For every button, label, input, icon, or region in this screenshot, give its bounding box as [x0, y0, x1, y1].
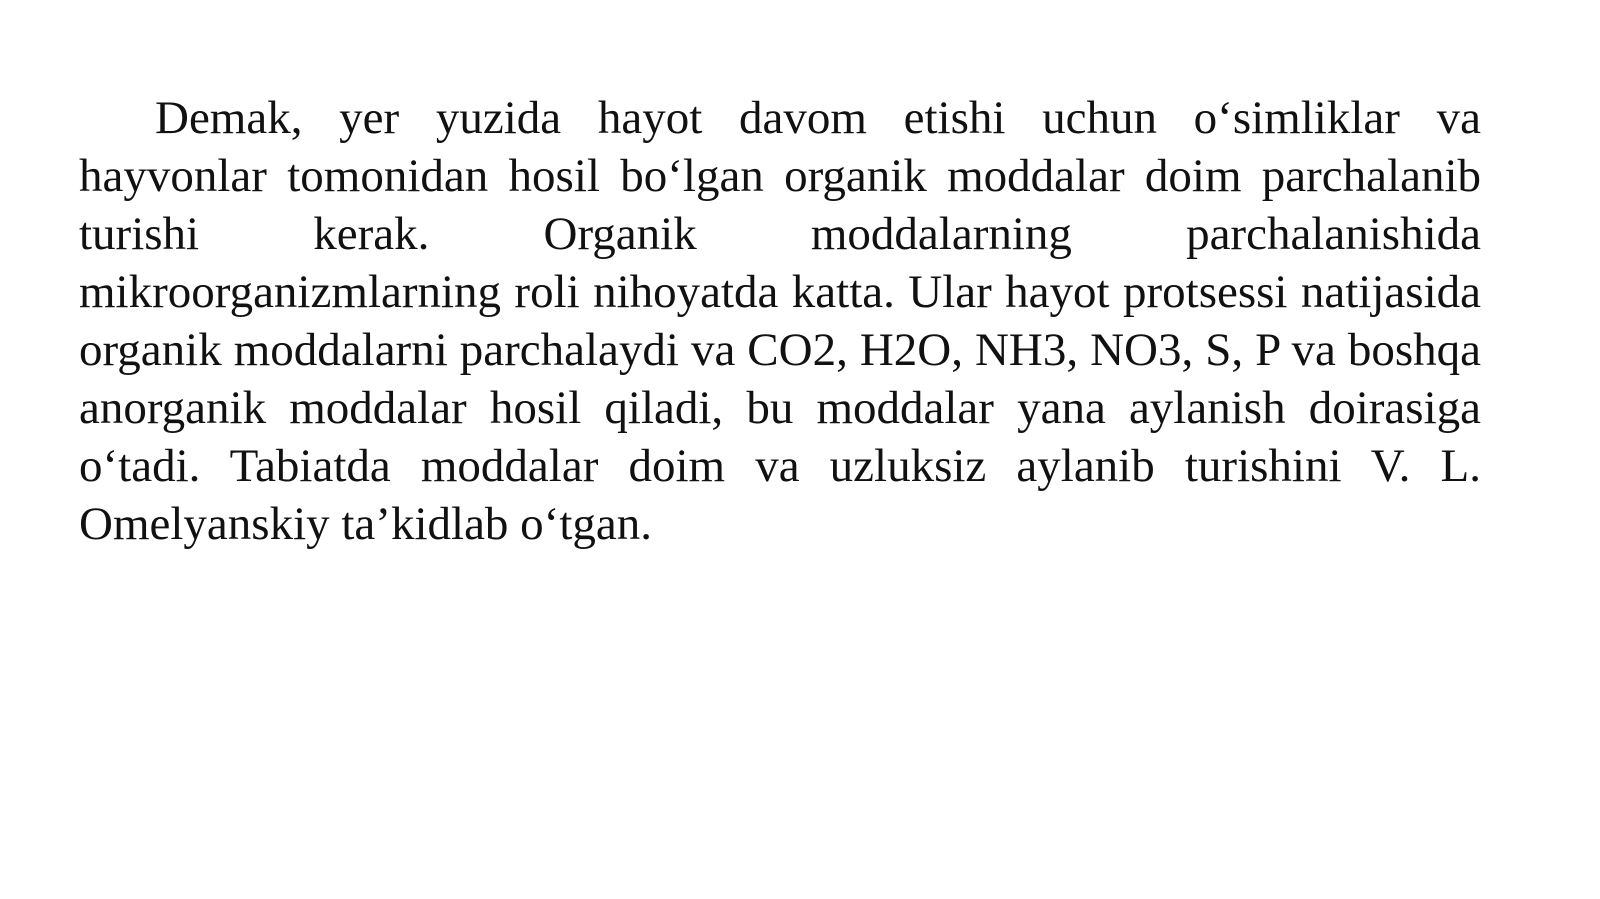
body-paragraph: Demak, yer yuzida hayot davom etishi uchun o‘simliklar va hayvonlar tomonidan hosil bo‘lgan organik moddalar doim parchalanib turishi kerak. Organik moddalarning parchalanishida mikroorganizmlarning roli nihoyatda katta. Ular hayot protsessi natijasida organik moddalarni parchalaydi va CO2, H2O, NH3, NO3, S, P va boshqa anorganik moddalar hosil qiladi, bu moddalar yana aylanish doirasiga o‘tadi. Tabiatda moddalar doim va uzluksiz aylanib turishini V. L. Omelyanskiy ta’kidlab o‘tgan. [79, 92, 1481, 550]
